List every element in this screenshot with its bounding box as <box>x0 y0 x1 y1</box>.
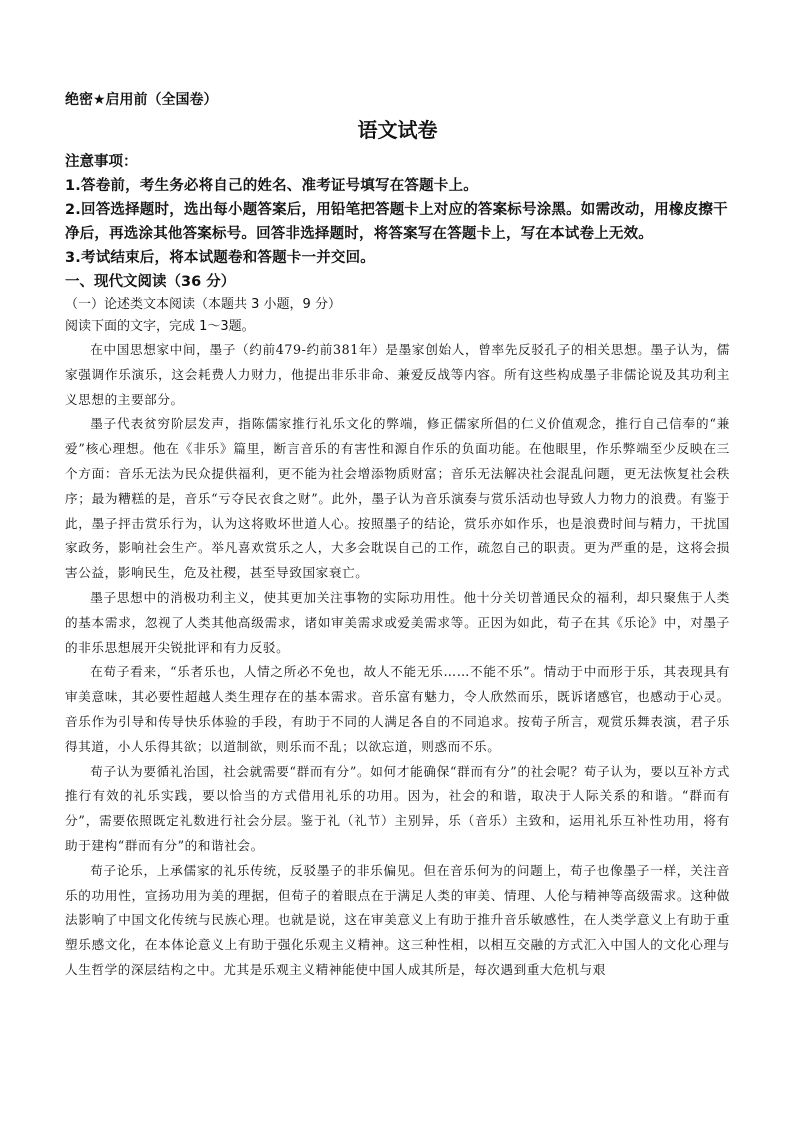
passage-paragraph-1: 在中国思想家中间，墨子（约前479-约前381年）是墨家创始人，曾率先反驳孔子的相关思想。墨子认为，儒家强调作乐演乐，这会耗费人力财力，他提出非乐非命、兼爱反战等内容。所有这些构成墨子非儒论说及其功利主义思想的主要部分。 <box>65 342 730 407</box>
passage-paragraph-4: 在荀子看来，“乐者乐也，人情之所必不免也，故人不能无乐……不能不乐”。情动于中而形于乐，其表现具有审美意味，其必要性超越人类生理存在的基本需求。音乐富有魅力，令人欣然而乐，既诉诸感官，也感动于心灵。音乐作为引导和传导快乐体验的手段，有助于不同的人满足各自的不同追求。按荀子所言，观赏乐舞表演，君子乐得其道，小人乐得其欲；以道制欲，则乐而不乱；以欲忘道，则惑而不乐。 <box>65 664 730 754</box>
note-item-1: 1.答卷前，考生务必将自己的姓名、准考证号填写在答题卡上。 <box>65 178 478 194</box>
notes-title: 注意事项： <box>65 154 138 170</box>
passage-paragraph-6: 荀子论乐，上承儒家的礼乐传统，反驳墨子的非乐偏见。但在音乐何为的问题上，荀子也像墨子一样，关注音乐的功用性，宣扬功用为美的理据，但荀子的着眼点在于满足人类的审美、情理、人伦与精神等高级需求。这种做法影响了中国文化传统与民族心理。也就是说，这在审美意义上有助于推升音乐敏感性，在人类学意义上有助于重塑乐感文化，在本体论意义上有助于强化乐观主义精神。这三种性相，以相互交融的方式汇入中国人的文化心理与人生哲学的深层结构之中。尤其是乐观主义精神能使中国人成其所是，每次遇到重大危机与艰 <box>65 862 730 977</box>
page-title: 语文试卷 <box>357 118 438 142</box>
passage-paragraph-5: 荀子认为要循礼治国，社会就需要“群而有分”。如何才能确保“群而有分”的社会呢？荀子认为，要以互补方式推行有效的礼乐实践，要以恰当的方式借用礼乐的功用。因为，社会的和谐，取决于人际关系的和谐。“群而有分”，需要依照既定礼数进行社会分层。鉴于礼（礼节）主别异，乐（音乐）主致和，运用礼乐互补性功用，将有助于建构“群而有分”的和谐社会。 <box>65 763 730 853</box>
note-item-3: 3.考试结束后，将本试题卷和答题卡一并交回。 <box>65 250 375 266</box>
passage-paragraph-2: 墨子代表贫穷阶层发声，指陈儒家推行礼乐文化的弊端，修正儒家所倡的仁义价值观念，推行自己信奉的“兼爱”核心理想。他在《非乐》篇里，断言音乐的有害性和源自作乐的负面功能。在他眼里，作乐弊端至少反映在三个方面：音乐无法为民众提供福利，更不能为社会增添物质财富；音乐无法解决社会混乱问题，更无法恢复社会秩序；最为糟糕的是，音乐“亏夺民衣食之财”。此外，墨子认为音乐演奏与赏乐活动也导致人力物力的浪费。有鉴于此，墨子抨击赏乐行为，认为这将败坏世道人心。按照墨子的结论，赏乐亦如作乐，也是浪费时间与精力，干扰国家政务，影响社会生产。举凡喜欢赏乐之人，大多会耽误自己的工作，疏忽自己的职责。更为严重的是，这将会损害公益，影响民生，危及社稷，甚至导致国家衰亡。 <box>65 416 730 581</box>
exam-page <box>65 90 730 983</box>
subsection-title: （一）论述类文本阅读（本题共 3 小题，9 分） <box>65 297 341 312</box>
confidential-label: 绝密★启用前（全国卷） <box>65 92 218 108</box>
note-item-2: 2.回答选择题时，选出每小题答案后，用铅笔把答题卡上对应的答案标号涂黑。如需改动，用橡皮擦干净后，再选涂其他答案标号。回答非选择题时，将答案写在答题卡上，写在本试卷上无效。 <box>65 202 728 242</box>
reading-instruction: 阅读下面的文字，完成 1～3题。 <box>65 319 255 334</box>
passage-paragraph-3: 墨子思想中的消极功利主义，使其更加关注事物的实际功用性。他十分关切普通民众的福利，却只聚焦于人类的基本需求，忽视了人类其他高级需求，诸如审美需求或爱美需求等。正因为如此，荀子在其《乐论》中，对墨子的非乐思想展开尖锐批评和有力反驳。 <box>65 589 730 655</box>
section-title: 一、现代文阅读（36 分） <box>65 274 236 290</box>
